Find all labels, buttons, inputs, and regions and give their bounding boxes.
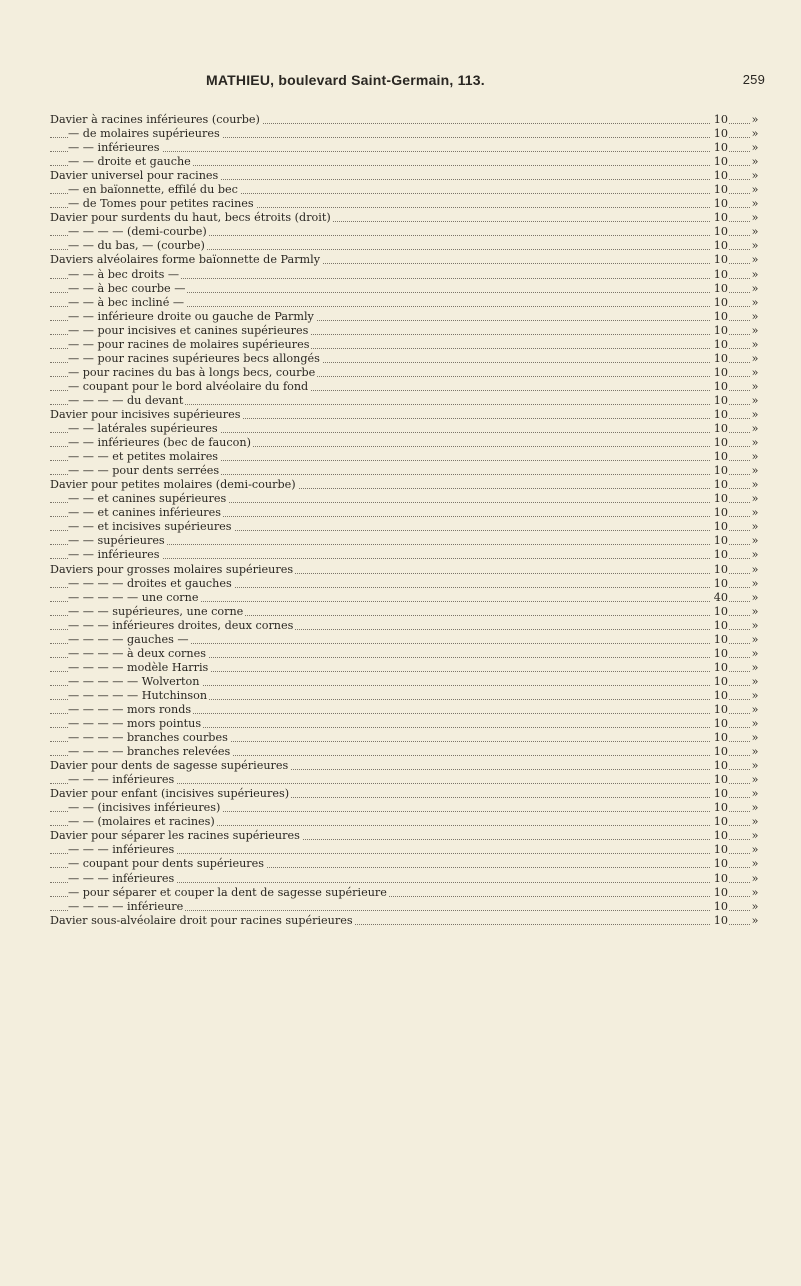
item-label: Davier pour dents de sagesse supérieures [50,759,289,773]
item-price: 10 [711,534,728,548]
price-ditto-mark: » [751,590,759,604]
price-ditto-mark: » [751,323,759,337]
page-number: 259 [742,72,765,87]
list-item [50,183,766,197]
price-ditto-mark: » [751,801,759,815]
item-price: 10 [711,619,728,633]
item-price: 10 [711,183,728,197]
item-label: — — — — du devant [68,393,184,407]
price-ditto-mark: » [751,169,759,183]
price-ditto-mark: » [751,450,759,464]
price-ditto-mark: » [751,113,759,126]
item-label: — — — inférieures [68,773,175,787]
list-item [50,422,766,436]
item-price: 10 [711,787,728,801]
list-item [50,338,766,352]
list-item [50,296,766,310]
price-ditto-mark: » [751,899,759,913]
item-price: 10 [711,380,728,394]
price-ditto-mark: » [751,365,759,379]
item-price: 10 [711,296,728,310]
item-price: 10 [711,211,728,225]
list-item [50,619,766,633]
item-price: 10 [711,647,728,661]
item-price: 10 [711,745,728,759]
list-item [50,211,766,225]
item-price: 10 [711,815,728,829]
price-ditto-mark: » [751,576,759,590]
price-ditto-mark: » [751,422,759,436]
item-label: — — — — à deux cornes [68,646,206,660]
list-item [50,127,766,141]
item-label: Davier pour petites molaires (demi-courbe) [50,478,296,492]
list-item [50,591,766,605]
price-ditto-mark: » [751,717,759,731]
list-item [50,155,766,169]
list-item [50,886,766,900]
item-price: 10 [711,492,728,506]
item-price: 10 [711,731,728,745]
price-ditto-mark: » [751,702,759,716]
item-label: — — — supérieures, une corne [68,604,244,618]
item-label: — — — — branches relevées [68,745,231,759]
list-item [50,745,766,759]
price-ditto-mark: » [751,506,759,520]
item-price: 10 [711,352,728,366]
list-item [50,759,766,773]
list-item [50,857,766,871]
item-label: — — pour incisives et canines supérieures [68,323,309,337]
price-ditto-mark: » [751,253,759,267]
item-label: — pour séparer et couper la dent de sagesse supérieure [68,885,387,899]
list-item [50,773,766,787]
page-header [0,72,801,94]
list-item [50,647,766,661]
price-ditto-mark: » [751,464,759,478]
list-item [50,394,766,408]
item-price: 10 [711,857,728,871]
running-title: MATHIEU, boulevard Saint-Germain, 113. [206,72,485,88]
item-label: — — droite et gauche [68,155,191,169]
item-label: — — — inférieures [68,871,175,885]
item-price: 10 [711,436,728,450]
price-ditto-mark: » [751,436,759,450]
item-label: — — inférieures (bec de faucon) [68,436,251,450]
item-label: — — à bec droits — [68,267,180,281]
list-item [50,914,766,928]
item-label: — — — — gauches — [68,632,189,646]
item-price: 10 [711,703,728,717]
price-ditto-mark: » [751,745,759,759]
item-price: 10 [711,717,728,731]
item-label: Davier pour enfant (incisives supérieures) [50,787,290,801]
item-label: Daviers pour grosses molaires supérieures [50,562,294,576]
list-item [50,815,766,829]
item-label: — coupant pour le bord alvéolaire du fond [68,379,309,393]
item-price: 10 [711,520,728,534]
price-ditto-mark: » [751,843,759,857]
price-ditto-mark: » [751,295,759,309]
price-ditto-mark: » [751,379,759,393]
list-item [50,563,766,577]
price-list [50,113,766,928]
price-ditto-mark: » [751,155,759,169]
price-ditto-mark: » [751,604,759,618]
price-ditto-mark: » [751,281,759,295]
item-price: 10 [711,394,728,408]
price-ditto-mark: » [751,885,759,899]
list-item [50,717,766,731]
list-item [50,787,766,801]
item-price: 10 [711,563,728,577]
list-item [50,675,766,689]
item-price: 10 [711,225,728,239]
item-label: Davier universel pour racines [50,169,219,183]
price-ditto-mark: » [751,141,759,155]
list-item [50,141,766,155]
item-label: — — — — mors ronds [68,702,192,716]
list-item [50,506,766,520]
item-label: Davier à racines inférieures (courbe) [50,113,260,126]
list-item [50,731,766,745]
list-item [50,520,766,534]
list-item [50,492,766,506]
item-label: — — — — — Hutchinson [68,688,208,702]
item-price: 10 [711,422,728,436]
list-item [50,689,766,703]
item-label: — — à bec incliné — [68,295,185,309]
item-label: — — et canines inférieures [68,506,222,520]
item-price: 10 [711,773,728,787]
item-label: — — (molaires et racines) [68,815,215,829]
item-price: 10 [711,366,728,380]
price-ditto-mark: » [751,309,759,323]
item-price: 10 [711,829,728,843]
item-price: 10 [711,548,728,562]
item-price: 10 [711,464,728,478]
item-price: 10 [711,886,728,900]
price-ditto-mark: » [751,127,759,141]
item-label: — — — inférieures droites, deux cornes [68,618,294,632]
item-label: — — — — inférieure [68,899,184,913]
list-item [50,633,766,647]
item-price: 10 [711,268,728,282]
list-item [50,900,766,914]
item-price: 10 [711,169,728,183]
price-ditto-mark: » [751,211,759,225]
price-ditto-mark: » [751,646,759,660]
list-item [50,282,766,296]
item-price: 10 [711,127,728,141]
item-label: — en baïonnette, effilé du bec [68,183,238,197]
item-label: — pour racines du bas à longs becs, courbe [68,365,316,379]
item-price: 10 [711,450,728,464]
item-price: 10 [711,141,728,155]
price-ditto-mark: » [751,351,759,365]
price-ditto-mark: » [751,267,759,281]
item-price: 10 [711,113,728,127]
item-price: 10 [711,506,728,520]
list-item [50,703,766,717]
item-label: — coupant pour dents supérieures [68,857,265,871]
item-label: — — — — — Wolverton [68,674,200,688]
list-item [50,408,766,422]
price-ditto-mark: » [751,773,759,787]
list-item [50,605,766,619]
price-ditto-mark: » [751,618,759,632]
item-label: — — inférieures [68,548,160,562]
price-ditto-mark: » [751,492,759,506]
list-item [50,352,766,366]
item-label: Davier pour incisives supérieures [50,407,241,421]
item-price: 40 [711,591,728,605]
price-ditto-mark: » [751,197,759,211]
list-item [50,478,766,492]
list-item [50,801,766,815]
item-label: — — à bec courbe — [68,281,186,295]
list-item [50,661,766,675]
price-ditto-mark: » [751,857,759,871]
item-price: 10 [711,675,728,689]
item-label: — — — — modèle Harris [68,660,209,674]
price-ditto-mark: » [751,225,759,239]
item-price: 10 [711,759,728,773]
item-price: 10 [711,843,728,857]
list-item [50,310,766,324]
item-price: 10 [711,239,728,253]
price-ditto-mark: » [751,731,759,745]
item-label: Davier sous-alvéolaire droit pour racines supérieures [50,913,353,927]
item-price: 10 [711,155,728,169]
price-ditto-mark: » [751,829,759,843]
list-item [50,197,766,211]
item-label: — — pour racines supérieures becs allongés [68,351,320,365]
price-ditto-mark: » [751,913,759,927]
list-item [50,548,766,562]
price-ditto-mark: » [751,520,759,534]
price-ditto-mark: » [751,660,759,674]
price-ditto-mark: » [751,815,759,829]
price-ditto-mark: » [751,674,759,688]
item-price: 10 [711,872,728,886]
list-item [50,829,766,843]
item-label: — — supérieures [68,534,165,548]
item-price: 10 [711,900,728,914]
price-ditto-mark: » [751,688,759,702]
item-label: — de molaires supérieures [68,127,220,141]
price-ditto-mark: » [751,787,759,801]
list-item [50,225,766,239]
item-label: — — — — branches courbes [68,731,228,745]
list-item [50,450,766,464]
price-ditto-mark: » [751,337,759,351]
item-price: 10 [711,801,728,815]
price-ditto-mark: » [751,534,759,548]
item-price: 10 [711,408,728,422]
item-price: 10 [711,914,728,928]
item-label: — — — et petites molaires [68,450,219,464]
price-ditto-mark: » [751,239,759,253]
item-price: 10 [711,338,728,352]
price-ditto-mark: » [751,407,759,421]
item-label: — — du bas, — (courbe) [68,239,205,253]
item-price: 10 [711,661,728,675]
price-ditto-mark: » [751,393,759,407]
list-item [50,464,766,478]
item-price: 10 [711,310,728,324]
price-ditto-mark: » [751,871,759,885]
list-item [50,380,766,394]
list-item [50,843,766,857]
list-item [50,324,766,338]
price-ditto-mark: » [751,562,759,576]
item-label: — de Tomes pour petites racines [68,197,254,211]
item-label: — — — pour dents serrées [68,464,220,478]
list-item [50,577,766,591]
price-ditto-mark: » [751,759,759,773]
item-label: — — et incisives supérieures [68,520,232,534]
list-item [50,366,766,380]
list-item [50,239,766,253]
item-label: Davier pour surdents du haut, becs étroits (droit) [50,211,331,225]
item-label: — — inférieure droite ou gauche de Parmly [68,309,314,323]
list-item [50,253,766,267]
item-label: — — — — — une corne [68,590,199,604]
list-item [50,436,766,450]
item-label: — — (incisives inférieures) [68,801,221,815]
item-label: — — — — droites et gauches [68,576,232,590]
item-price: 10 [711,633,728,647]
item-label: — — latérales supérieures [68,422,218,436]
price-ditto-mark: » [751,548,759,562]
list-item [50,872,766,886]
item-label: — — et canines supérieures [68,492,227,506]
item-price: 10 [711,324,728,338]
list-item [50,113,766,127]
list-item [50,169,766,183]
price-ditto-mark: » [751,632,759,646]
price-ditto-mark: » [751,478,759,492]
item-label: — — — inférieures [68,843,175,857]
item-label: — — pour racines de molaires supérieures [68,337,310,351]
item-price: 10 [711,197,728,211]
item-label: Davier pour séparer les racines supérieures [50,829,300,843]
item-price: 10 [711,577,728,591]
price-ditto-mark: » [751,183,759,197]
item-label: — — — — (demi-courbe) [68,225,207,239]
item-price: 10 [711,253,728,267]
item-price: 10 [711,478,728,492]
item-label: — — — — mors pointus [68,717,202,731]
list-item [50,534,766,548]
item-price: 10 [711,605,728,619]
item-price: 10 [711,689,728,703]
item-price: 10 [711,282,728,296]
item-label: — — inférieures [68,141,160,155]
item-label: Daviers alvéolaires forme baïonnette de Parmly [50,253,321,267]
list-item [50,268,766,282]
